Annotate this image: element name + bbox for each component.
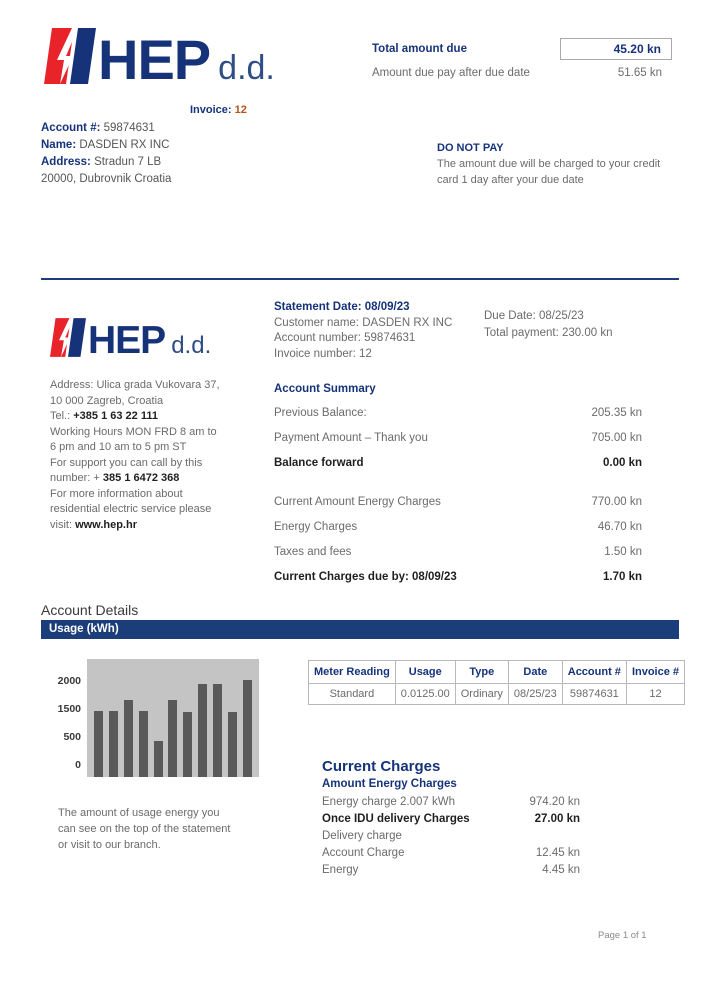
charge-description: Energy charge 2.007 kWh xyxy=(322,796,455,808)
chart-bar xyxy=(94,711,103,777)
total-amount-due-value: 45.20 kn xyxy=(560,38,672,60)
charge-amount: 27.00 kn xyxy=(534,813,580,825)
hep-wordmark: HEP xyxy=(98,28,211,92)
total-amount-due-label: Total amount due xyxy=(372,43,467,55)
account-summary-rows xyxy=(274,407,642,469)
statement-invoice-number: Invoice number: 12 xyxy=(274,347,372,360)
summary-row-label: Current Charges due by: 08/09/23 xyxy=(274,571,457,583)
account-row xyxy=(41,120,171,137)
charge-amount xyxy=(494,828,580,845)
chart-bar xyxy=(109,711,118,777)
company-address-line2: 10 000 Zagreb, Croatia xyxy=(50,394,164,407)
charge-row xyxy=(322,828,622,845)
charge-description: Delivery charge xyxy=(322,830,402,842)
charge-row xyxy=(322,845,622,862)
summary-row xyxy=(274,496,642,508)
usage-band-header: Usage (kWh) xyxy=(41,620,679,639)
current-charges-title: Current Charges xyxy=(322,758,441,775)
summary-row xyxy=(274,432,642,444)
chart-tick-label: 0 xyxy=(75,759,81,771)
meter-table-header-row xyxy=(309,661,685,684)
do-not-pay-line1: The amount due will be charged to your xyxy=(437,158,631,170)
account-details-title: Account Details xyxy=(41,602,139,618)
chart-bar xyxy=(198,684,207,777)
current-charges-section xyxy=(322,758,622,879)
header-logo xyxy=(44,28,275,92)
chart-plot-area xyxy=(87,659,259,777)
charge-description: Once IDU delivery Charges xyxy=(322,813,470,825)
company-hours-line2: 6 pm and 10 am to 5 pm ST xyxy=(50,441,187,453)
account-label: Account #: xyxy=(41,122,101,134)
statement-header-right xyxy=(484,308,613,342)
charge-row xyxy=(322,794,622,811)
chart-bar xyxy=(228,712,237,777)
hep-logo-svg xyxy=(44,28,96,84)
chart-bar xyxy=(154,741,163,777)
chart-bar xyxy=(213,684,222,777)
meter-table-cell: 12 xyxy=(626,684,684,705)
statement-date-label: Statement Date: xyxy=(274,301,362,313)
address-value: Stradun 7 LB xyxy=(94,156,162,168)
company-info-line2: residential electric service please xyxy=(50,503,212,515)
name-row xyxy=(41,137,171,154)
chart-caption-line2: can see on the top of the statement xyxy=(58,823,231,835)
statement-customer-name: Customer name: DASDEN RX INC xyxy=(274,316,453,329)
summary-spacer xyxy=(274,482,642,496)
amount-due-table xyxy=(372,38,672,86)
account-summary xyxy=(274,383,642,596)
usage-chart xyxy=(41,655,261,783)
company-support-label: number: + xyxy=(50,472,100,484)
current-charges-subtitle: Amount Energy Charges xyxy=(322,778,457,790)
charge-amount: 12.45 kn xyxy=(535,847,580,859)
statement-total-payment: Total payment: 230.00 kn xyxy=(484,327,613,339)
invoice-number-line xyxy=(190,104,247,116)
summary-row-label: Energy Charges xyxy=(274,521,358,533)
summary-row-label: Balance forward xyxy=(274,457,364,469)
company-visit-label: visit: xyxy=(50,518,72,531)
hep-suffix-secondary: d.d. xyxy=(171,332,212,360)
chart-bar xyxy=(168,700,177,777)
current-charges-summary-rows xyxy=(274,496,642,583)
meter-reading-table xyxy=(308,660,685,705)
charge-description: Account Charge xyxy=(322,847,405,859)
chart-bar xyxy=(243,680,252,777)
company-support-line1: For support you can call by this xyxy=(50,456,203,469)
chart-tick-label: 2000 xyxy=(57,675,81,687)
after-due-row xyxy=(372,67,672,79)
meter-table-header-cell: Account # xyxy=(562,661,626,684)
company-support-value: 385 1 6472 368 xyxy=(102,472,180,484)
meter-table-cell: 08/25/23 xyxy=(508,684,562,705)
company-website-link[interactable]: www.hep.hr xyxy=(75,518,137,531)
summary-row xyxy=(274,407,642,419)
meter-table-header-cell: Usage xyxy=(395,661,455,684)
after-due-value: 51.65 kn xyxy=(617,67,662,79)
do-not-pay-line2: credit card 1 day after your due date xyxy=(437,158,661,186)
account-value: 59874631 xyxy=(103,122,155,134)
summary-row-value: 0.00 kn xyxy=(603,457,642,469)
summary-row-value: 1.50 kn xyxy=(604,546,642,558)
summary-row-label: Taxes and fees xyxy=(274,546,352,558)
do-not-pay-title: DO NOT PAY xyxy=(437,142,504,154)
address-label: Address: xyxy=(41,156,91,168)
meter-table-header-cell: Type xyxy=(455,661,508,684)
statement-due-date: Due Date: 08/25/23 xyxy=(484,310,584,322)
after-due-label: Amount due pay after due date xyxy=(372,67,530,79)
meter-table-header-cell: Date xyxy=(508,661,562,684)
summary-row xyxy=(274,571,642,583)
name-label: Name: xyxy=(41,139,77,151)
summary-row xyxy=(274,521,642,533)
chart-tick-label: 1500 xyxy=(57,703,81,715)
meter-table-cell: 59874631 xyxy=(562,684,626,705)
company-tel-value: +385 1 63 22 111 xyxy=(73,410,158,422)
meter-table-body xyxy=(309,684,685,705)
summary-row-value: 1.70 kn xyxy=(603,571,642,583)
chart-bar xyxy=(139,711,148,777)
customer-block xyxy=(41,120,171,188)
statement-account-number: Account number: 59874631 xyxy=(274,332,416,344)
address-line2: 20000, Dubrovnik Croatia xyxy=(41,173,172,185)
summary-row-value: 705.00 kn xyxy=(591,432,642,444)
charge-row xyxy=(322,811,622,828)
company-tel-label: Tel.: xyxy=(50,410,71,422)
summary-row-label: Payment Amount – Thank you xyxy=(274,432,428,444)
meter-table-header-cell: Invoice # xyxy=(626,661,684,684)
company-hours-line1: Working Hours MON FRD 8 am to xyxy=(50,425,217,438)
company-website-row xyxy=(50,518,260,534)
company-tel-row xyxy=(50,409,260,425)
charge-amount: 974.20 kn xyxy=(529,796,580,808)
summary-row-value: 46.70 kn xyxy=(597,521,642,533)
charge-row xyxy=(322,862,622,879)
invoice-value: 12 xyxy=(234,104,247,116)
summary-row xyxy=(274,546,642,558)
chart-bar xyxy=(124,700,133,777)
statement-header-left xyxy=(274,300,452,362)
hep-suffix: d.d. xyxy=(218,49,275,88)
meter-table-cell: Ordinary xyxy=(455,684,508,705)
name-value: DASDEN RX INC xyxy=(79,139,170,151)
account-summary-title: Account Summary xyxy=(274,383,376,395)
statement-logo xyxy=(50,318,212,362)
current-charges-rows xyxy=(322,794,622,879)
page-footer: Page 1 of 1 xyxy=(598,930,647,941)
do-not-pay-notice xyxy=(437,140,682,188)
company-info-line1: For more information about xyxy=(50,487,183,500)
summary-row-label: Previous Balance: xyxy=(274,407,367,419)
statement-date-row xyxy=(274,300,452,316)
summary-row-label: Current Amount Energy Charges xyxy=(274,496,441,508)
charge-amount: 4.45 kn xyxy=(542,864,580,876)
hep-wordmark-secondary: HEP xyxy=(88,318,166,362)
meter-table-header-cell: Meter Reading xyxy=(309,661,396,684)
hep-logo-mark-secondary xyxy=(50,318,86,357)
chart-caption xyxy=(58,805,268,853)
chart-y-axis xyxy=(41,655,85,783)
charge-description: Energy xyxy=(322,864,359,876)
company-contact-block xyxy=(50,378,260,533)
summary-row xyxy=(274,457,642,469)
company-support-row xyxy=(50,471,260,487)
section-divider xyxy=(41,278,679,280)
chart-caption-line3: or visit to our branch. xyxy=(58,839,161,851)
chart-bar xyxy=(183,712,192,777)
chart-caption-line1: The amount of usage energy you xyxy=(58,807,220,819)
invoice-label: Invoice: xyxy=(190,104,232,116)
meter-table-cell: Standard xyxy=(309,684,396,705)
chart-tick-label: 500 xyxy=(63,731,81,743)
summary-row-value: 205.35 kn xyxy=(591,407,642,419)
hep-logo-mark xyxy=(44,28,96,84)
address-row xyxy=(41,154,171,171)
table-row xyxy=(309,684,685,705)
statement-date-value: 08/09/23 xyxy=(364,301,410,313)
hep-logo-svg-secondary xyxy=(50,318,86,357)
total-amount-due-row xyxy=(372,38,672,60)
meter-table-cell: 0.0125.00 xyxy=(395,684,455,705)
company-address-line1: Address: Ulica grada Vukovara 37, xyxy=(50,379,220,391)
summary-row-value: 770.00 kn xyxy=(591,496,642,508)
